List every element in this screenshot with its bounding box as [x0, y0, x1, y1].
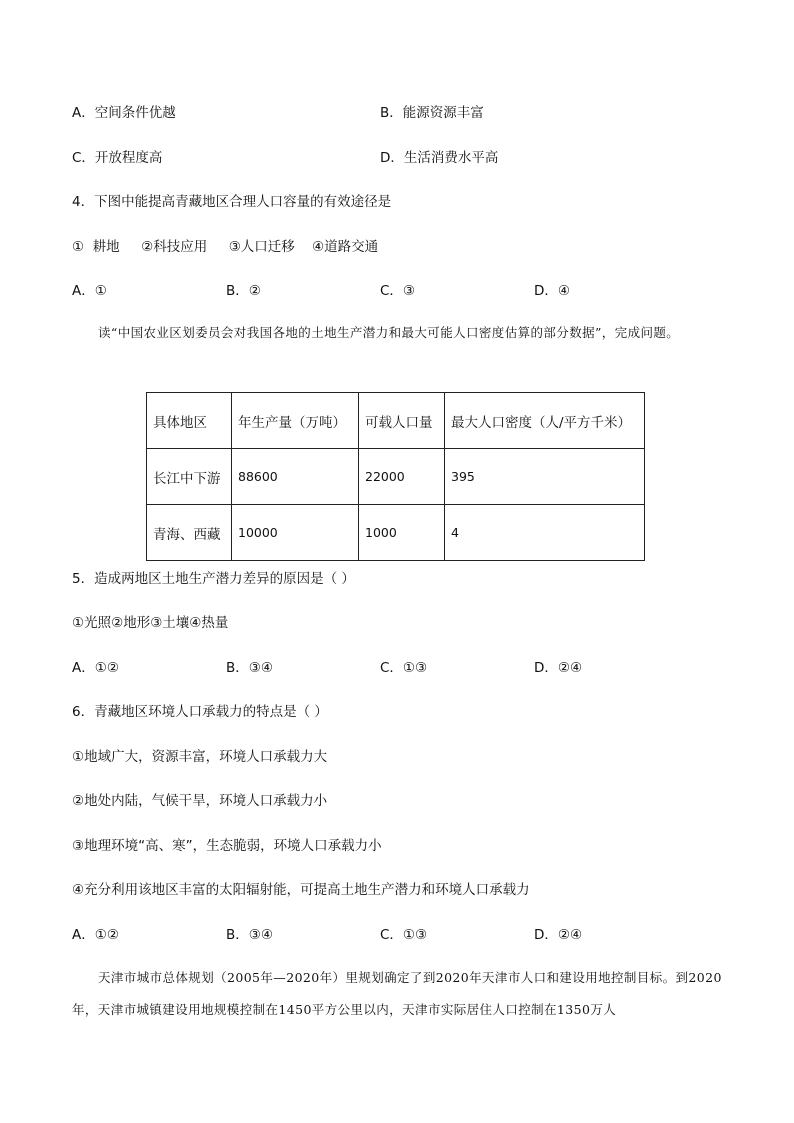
- q6-option-d: D．②④: [534, 927, 583, 943]
- table-cell: 10000: [232, 505, 359, 561]
- table-row: [147, 449, 645, 505]
- table-header-row: [147, 393, 645, 449]
- q6-item-4: ④充分利用该地区丰富的太阳辐射能，可提高土地生产潜力和环境人口承载力: [72, 882, 530, 898]
- data-table: [146, 392, 645, 561]
- reading-passage-1: 读“中国农业区划委员会对我国各地的土地生产潜力和最大可能人口密度估算的部分数据”，完成问题。: [98, 325, 680, 340]
- q6-stem: 6．青藏地区环境人口承载力的特点是（ ）: [72, 704, 328, 720]
- q4-option-d: D．④: [534, 283, 570, 299]
- table-cell: 4: [445, 505, 645, 561]
- table-cell: 长江中下游: [147, 449, 232, 505]
- q3-option-a: A．空间条件优越: [72, 105, 176, 121]
- q6-option-c: C．①③: [380, 927, 428, 943]
- q6-item-1: ①地域广大，资源丰富，环境人口承载力大: [72, 749, 328, 765]
- q5-option-a: A．①②: [72, 660, 119, 676]
- q5-option-b: B．③④: [226, 660, 273, 676]
- q5-items: ①光照②地形③土壤④热量: [72, 615, 229, 631]
- q5-option-c: C．①③: [380, 660, 428, 676]
- q4-option-a: A．①: [72, 283, 107, 299]
- table-cell: 88600: [232, 449, 359, 505]
- table-cell: 1000: [359, 505, 445, 561]
- q6-item-3: ③地理环境“高、寒”，生态脆弱，环境人口承载力小: [72, 838, 382, 854]
- table-cell: 青海、西藏: [147, 505, 232, 561]
- q3-option-d: D．生活消费水平高: [380, 150, 499, 166]
- q3-option-c: C．开放程度高: [72, 150, 163, 166]
- table-header-cell: 最大人口密度（人/平方千米）: [445, 393, 645, 449]
- q6-option-b: B．③④: [226, 927, 273, 943]
- q6-option-a: A．①②: [72, 927, 119, 943]
- table-header-cell: 可载人口量: [359, 393, 445, 449]
- q4-stem: 4．下图中能提高青藏地区合理人口容量的有效途径是: [72, 194, 392, 210]
- table-cell: 22000: [359, 449, 445, 505]
- q6-item-2: ②地处内陆，气候干旱，环境人口承载力小: [72, 793, 328, 809]
- table-cell: 395: [445, 449, 645, 505]
- q4-option-c: C．③: [380, 283, 416, 299]
- q5-stem: 5．造成两地区土地生产潜力差异的原因是（ ）: [72, 571, 355, 587]
- table-header-cell: 年生产量（万吨）: [232, 393, 359, 449]
- q5-option-d: D．②④: [534, 660, 583, 676]
- reading-passage-2: 天津市城市总体规划（2005年—2020年）里规划确定了到2020年天津市人口和建设用地控制目标。到2020年，天津市城镇建设用地规模控制在1450平方公里以内，天津市实际居住人口控制在1350万人: [72, 970, 722, 1017]
- q4-items: ① 耕地 ②科技应用 ③人口迁移 ④道路交通: [72, 239, 379, 255]
- q4-option-b: B．②: [226, 283, 261, 299]
- table-row: [147, 505, 645, 561]
- q3-option-b: B．能源资源丰富: [380, 105, 484, 121]
- table-header-cell: 具体地区: [147, 393, 232, 449]
